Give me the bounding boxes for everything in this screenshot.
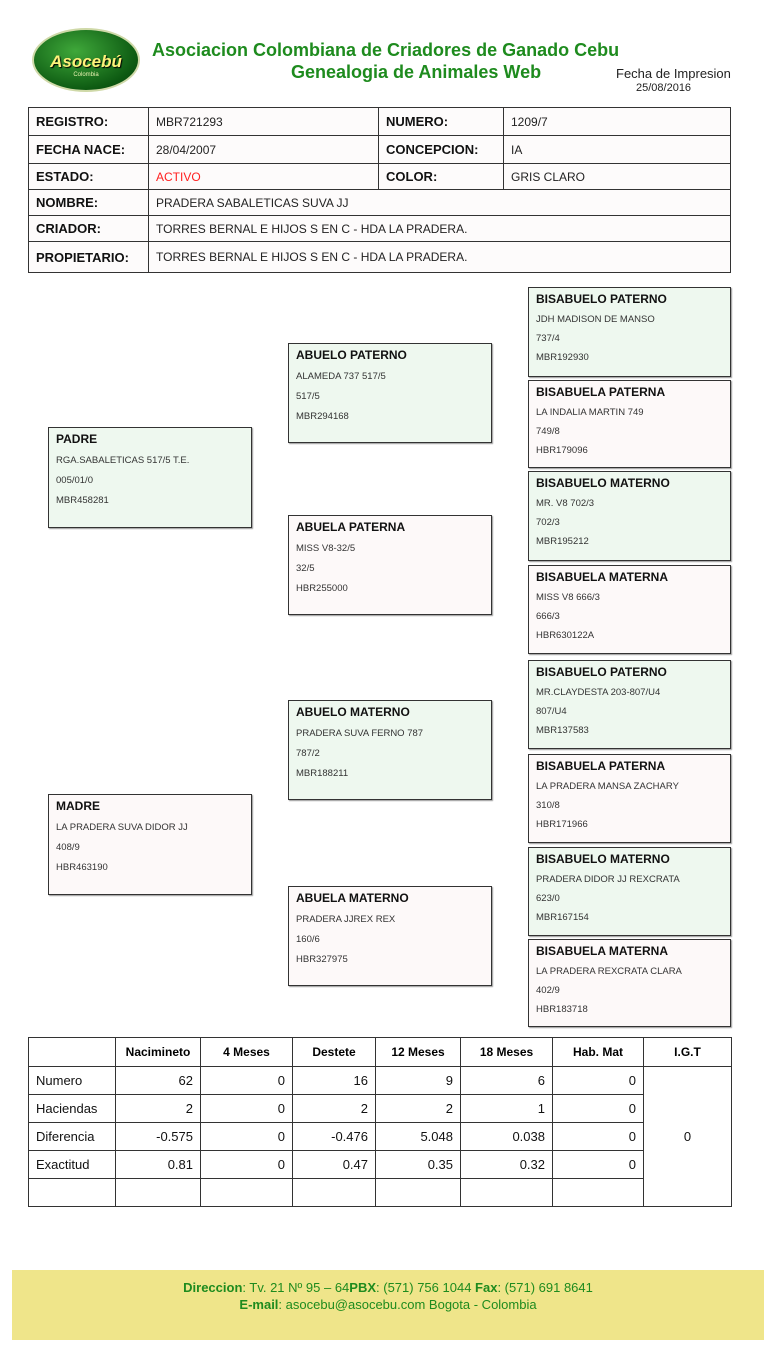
- ancestor-number: 702/3: [536, 517, 560, 528]
- stats-empty-cell: [29, 1179, 116, 1207]
- email-label: E-mail: [239, 1297, 279, 1312]
- ancestor-registration: MBR192930: [536, 352, 589, 363]
- ancestor-role: BISABUELA PATERNA: [536, 385, 666, 399]
- stats-col-header: 4 Meses: [201, 1038, 293, 1067]
- ancestor-number: 749/8: [536, 426, 560, 437]
- stats-col-header: Hab. Mat: [553, 1038, 644, 1067]
- pedigree-box-bisabuela-paterna: [528, 754, 731, 843]
- stats-cell: 0: [201, 1151, 293, 1179]
- pedigree-box-madre: [48, 794, 252, 895]
- logo-text: Asocebú: [50, 52, 122, 71]
- ancestor-number: 666/3: [536, 611, 560, 622]
- ancestor-number: 402/9: [536, 985, 560, 996]
- ancestor-name: PRADERA SUVA FERNO 787: [296, 728, 424, 739]
- ancestor-registration: MBR458281: [56, 495, 109, 506]
- ancestor-registration: HBR171966: [536, 819, 588, 830]
- ancestor-registration: HBR327975: [296, 954, 348, 965]
- stats-cell: 1: [461, 1095, 553, 1123]
- stats-row-label: Exactitud: [29, 1151, 116, 1179]
- stats-cell: 16: [293, 1067, 376, 1095]
- pedigree-box-abuelo-paterno: [288, 343, 492, 443]
- ancestor-number: 737/4: [536, 333, 560, 344]
- nombre-label: NOMBRE:: [29, 190, 149, 216]
- stats-corner: [29, 1038, 116, 1067]
- stats-cell: 2: [116, 1095, 201, 1123]
- criador-label: CRIADOR:: [29, 216, 149, 242]
- stats-cell: 0: [553, 1095, 644, 1123]
- numero-value: 1209/7: [504, 108, 731, 136]
- email: : asocebu@asocebu.com Bogota - Colombia: [278, 1297, 537, 1312]
- ancestor-role: ABUELO MATERNO: [296, 705, 410, 719]
- ancestor-registration: MBR294168: [296, 411, 349, 422]
- fecha-label: FECHA NACE:: [29, 136, 149, 164]
- stats-cell: 0: [201, 1123, 293, 1151]
- stats-empty-cell: [461, 1179, 553, 1207]
- ancestor-number: 005/01/0: [56, 475, 93, 486]
- ancestor-registration: HBR179096: [536, 445, 588, 456]
- stats-col-header: Nacimineto: [116, 1038, 201, 1067]
- ancestor-role: BISABUELO MATERNO: [536, 852, 670, 866]
- ancestor-role: BISABUELA MATERNA: [536, 944, 668, 958]
- pedigree-box-abuela-materno: [288, 886, 492, 986]
- stats-cell: -0.476: [293, 1123, 376, 1151]
- pedigree-box-bisabuelo-paterno: [528, 287, 731, 377]
- registro-label: REGISTRO:: [29, 108, 149, 136]
- propietario-label: PROPIETARIO:: [29, 242, 149, 273]
- stats-cell: -0.575: [116, 1123, 201, 1151]
- stats-col-header: I.G.T: [644, 1038, 732, 1067]
- fecha-value: 28/04/2007: [149, 136, 379, 164]
- stats-row-label: Numero: [29, 1067, 116, 1095]
- pedigree-box-bisabuela-materna: [528, 565, 731, 654]
- stats-cell: 0: [553, 1151, 644, 1179]
- pedigree-box-bisabuelo-materno: [528, 847, 731, 936]
- ancestor-number: 408/9: [56, 842, 80, 853]
- registro-value: MBR721293: [149, 108, 379, 136]
- ancestor-name: ALAMEDA 737 517/5: [296, 371, 386, 382]
- print-date: 25/08/2016: [636, 82, 692, 94]
- stats-cell: 0.038: [461, 1123, 553, 1151]
- stats-cell: 0.32: [461, 1151, 553, 1179]
- propietario-value: TORRES BERNAL E HIJOS S EN C - HDA LA PRADERA.: [149, 242, 731, 273]
- pbx-label: PBX: [349, 1280, 377, 1295]
- stats-cell: 9: [376, 1067, 461, 1095]
- ancestor-role: BISABUELA PATERNA: [536, 759, 666, 773]
- page-subtitle: Genealogia de Animales Web: [291, 62, 542, 82]
- pedigree-box-padre: [48, 427, 252, 528]
- ancestor-role: PADRE: [56, 432, 98, 446]
- ancestor-number: 807/U4: [536, 706, 567, 717]
- color-value: GRIS CLARO: [504, 164, 731, 190]
- ancestor-name: LA PRADERA SUVA DIDOR JJ: [56, 822, 188, 833]
- stats-row-label: Diferencia: [29, 1123, 116, 1151]
- concepcion-value: IA: [504, 136, 731, 164]
- stats-empty-cell: [116, 1179, 201, 1207]
- ancestor-name: RGA.SABALETICAS 517/5 T.E.: [56, 455, 190, 466]
- stats-empty-cell: [201, 1179, 293, 1207]
- ancestor-number: 787/2: [296, 748, 320, 759]
- ancestor-registration: HBR255000: [296, 583, 348, 594]
- stats-empty-row: [29, 1179, 732, 1207]
- fax-label: Fax: [475, 1280, 498, 1295]
- ancestor-name: PRADERA JJREX REX: [296, 914, 396, 925]
- pedigree-box-bisabuela-paterna: [528, 380, 731, 468]
- stats-cell: 0: [201, 1095, 293, 1123]
- ancestor-role: ABUELA PATERNA: [296, 520, 406, 534]
- nombre-value: PRADERA SABALETICAS SUVA JJ: [149, 190, 731, 216]
- stats-cell: 5.048: [376, 1123, 461, 1151]
- color-label: COLOR:: [379, 164, 504, 190]
- ancestor-name: MISS V8-32/5: [296, 543, 356, 554]
- address: : Tv. 21 Nº 95 – 64: [242, 1280, 350, 1295]
- ancestor-registration: HBR630122A: [536, 630, 595, 641]
- asocebu-logo: [32, 28, 140, 92]
- ancestor-name: JDH MADISON DE MANSO: [536, 314, 655, 325]
- pedigree-box-abuelo-materno: [288, 700, 492, 800]
- ancestor-role: ABUELA MATERNO: [296, 891, 409, 905]
- ancestor-registration: HBR183718: [536, 1004, 588, 1015]
- numero-label: NUMERO:: [379, 108, 504, 136]
- ancestor-name: LA INDALIA MARTIN 749: [536, 407, 644, 418]
- fax: : (571) 691 8641: [497, 1280, 593, 1295]
- estado-value: ACTIVO: [149, 164, 379, 190]
- ancestor-number: 32/5: [296, 563, 315, 574]
- page-title: Asociacion Colombiana de Criadores de Ganado Cebu: [152, 40, 620, 60]
- ancestor-name: PRADERA DIDOR JJ REXCRATA: [536, 874, 680, 885]
- animal-info-table: [28, 107, 731, 273]
- footer: [12, 1270, 764, 1340]
- ancestor-name: LA PRADERA REXCRATA CLARA: [536, 966, 682, 977]
- stats-row: [29, 1067, 732, 1095]
- ancestor-role: BISABUELO PATERNO: [536, 292, 667, 306]
- ancestor-registration: MBR167154: [536, 912, 589, 923]
- stats-empty-cell: [553, 1179, 644, 1207]
- stats-cell: 2: [293, 1095, 376, 1123]
- print-date-label: Fecha de Impresion: [616, 66, 731, 81]
- stats-row: [29, 1151, 732, 1179]
- stats-cell: 0: [201, 1067, 293, 1095]
- stats-cell: 0.47: [293, 1151, 376, 1179]
- stats-cell: 2: [376, 1095, 461, 1123]
- ancestor-role: BISABUELA MATERNA: [536, 570, 668, 584]
- ancestor-registration: MBR188211: [296, 768, 349, 779]
- ancestor-name: MR. V8 702/3: [536, 498, 595, 509]
- stats-table: [28, 1037, 732, 1207]
- stats-col-header: 18 Meses: [461, 1038, 553, 1067]
- stats-col-header: 12 Meses: [376, 1038, 461, 1067]
- pedigree-box-bisabuelo-paterno: [528, 660, 731, 749]
- igt-value: 0: [644, 1067, 732, 1207]
- stats-empty-cell: [376, 1179, 461, 1207]
- stats-row-label: Haciendas: [29, 1095, 116, 1123]
- address-label: Direccion: [183, 1280, 243, 1295]
- stats-cell: 0.35: [376, 1151, 461, 1179]
- ancestor-number: 517/5: [296, 391, 320, 402]
- ancestor-name: MR.CLAYDESTA 203-807/U4: [536, 687, 661, 698]
- ancestor-registration: MBR195212: [536, 536, 589, 547]
- ancestor-name: MISS V8 666/3: [536, 592, 600, 603]
- stats-row: [29, 1095, 732, 1123]
- stats-empty-cell: [293, 1179, 376, 1207]
- pbx: : (571) 756 1044: [376, 1280, 476, 1295]
- pedigree-box-bisabuelo-materno: [528, 471, 731, 561]
- stats-cell: 0: [553, 1123, 644, 1151]
- concepcion-label: CONCEPCION:: [379, 136, 504, 164]
- ancestor-role: ABUELO PATERNO: [296, 348, 407, 362]
- pedigree-box-abuela-paterna: [288, 515, 492, 615]
- ancestor-number: 160/6: [296, 934, 320, 945]
- stats-cell: 0.81: [116, 1151, 201, 1179]
- ancestor-role: BISABUELO PATERNO: [536, 665, 667, 679]
- ancestor-role: MADRE: [56, 799, 100, 813]
- stats-row: [29, 1123, 732, 1151]
- ancestor-number: 310/8: [536, 800, 560, 811]
- stats-cell: 6: [461, 1067, 553, 1095]
- ancestor-registration: MBR137583: [536, 725, 589, 736]
- logo-sub: Colombia: [73, 72, 99, 78]
- stats-col-header: Destete: [293, 1038, 376, 1067]
- ancestor-name: LA PRADERA MANSA ZACHARY: [536, 781, 679, 792]
- criador-value: TORRES BERNAL E HIJOS S EN C - HDA LA PRADERA.: [149, 216, 731, 242]
- ancestor-role: BISABUELO MATERNO: [536, 476, 670, 490]
- pedigree-box-bisabuela-materna: [528, 939, 731, 1027]
- stats-cell: 0: [553, 1067, 644, 1095]
- ancestor-registration: HBR463190: [56, 862, 108, 873]
- ancestor-number: 623/0: [536, 893, 560, 904]
- stats-cell: 62: [116, 1067, 201, 1095]
- estado-label: ESTADO:: [29, 164, 149, 190]
